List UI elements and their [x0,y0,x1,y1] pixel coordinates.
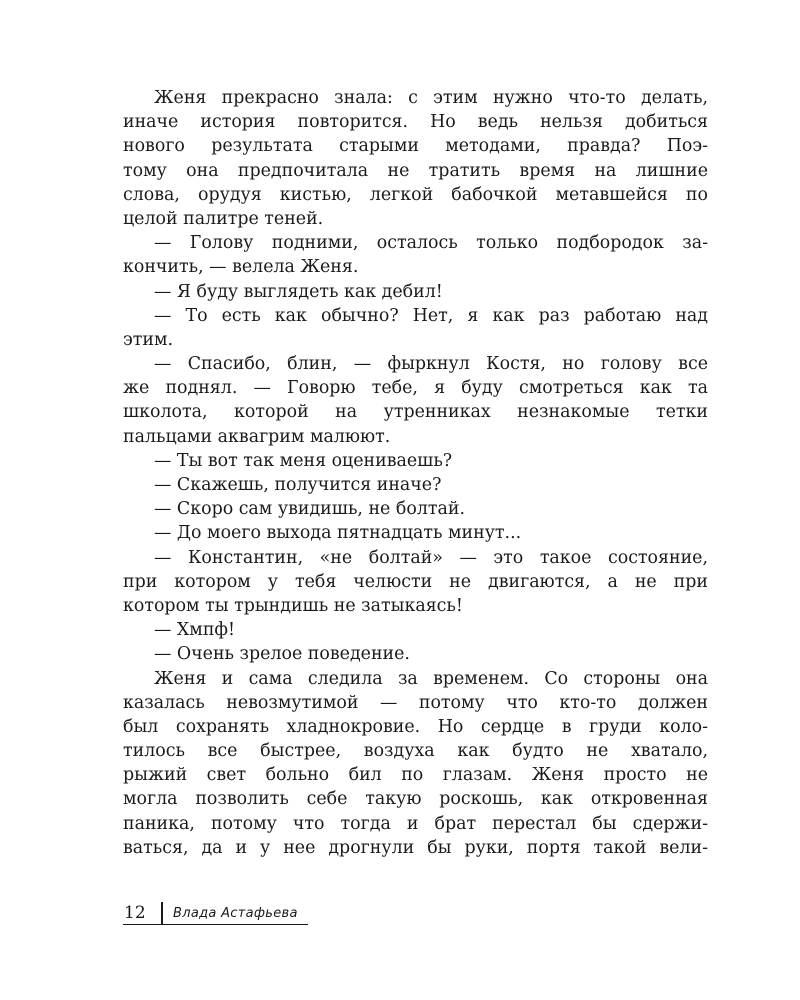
text-line: Женя и сама следила за временем. Со стороны она [154,668,708,689]
text-line: — До моего выхода пятнадцать минут... [154,523,522,544]
text-line: — Я буду выглядеть как дебил! [154,281,443,302]
text-line: кончить, — велела Женя. [123,257,359,278]
text-line: могла позволить себе такую роскошь, как откровенная [123,789,708,810]
text-line: при котором у тебя челюсти не двигаются, а не при [123,571,708,592]
text-line: был сохранять хладнокровие. Но сердце в груди коло- [123,716,708,737]
body-text [123,86,708,860]
footer-divider [161,902,163,925]
text-line: казалась невозмутимой — потому что кто-то должен [123,692,708,713]
text-line: школота, которой на утренниках незнакомые тетки [123,402,708,423]
page-footer [123,900,308,925]
text-line: котором ты трындишь не затыкаясь! [123,595,463,616]
text-line: тилось все быстрее, воздуха как будто не хватало, [123,741,708,762]
text-line: же поднял. — Говорю тебе, я буду смотреться как та [123,378,708,399]
page-number: 12 [124,903,146,923]
text-line: рыжий свет больно бил по глазам. Женя просто не [123,765,708,786]
text-line: слова, орудуя кистью, легкой бабочкой метавшейся по [123,184,708,205]
text-line: иначе история повторится. Но ведь нельзя добиться [123,112,708,133]
text-line: Женя прекрасно знала: с этим нужно что-то делать, [154,88,708,108]
text-line: — Хмпф! [154,620,236,641]
text-line: — Спасибо, блин, — фыркнул Костя, но голову все [154,354,708,375]
text-line: этим. [123,329,174,350]
text-line: — Скоро сам увидишь, не болтай. [154,499,465,520]
text-line: — Голову подними, осталось только подбородок за- [154,233,708,254]
text-line: — То есть как обычно? Нет, я как раз работаю над [154,305,708,326]
text-line: пальцами аквагрим малюют. [123,426,391,447]
text-line: — Скажешь, получится иначе? [154,475,442,495]
text-line: тому она предпочитала не тратить время на лишние [123,160,708,181]
text-line: паника, потому что тогда и брат перестал бы сдержи- [123,813,708,834]
text-line: — Константин, «не болтай» — это такое состояние, [154,547,708,568]
text-line: целой палитре теней. [123,208,324,229]
text-line: нового результата старыми методами, правда? Поэ- [123,136,708,157]
text-line: ваться, да и у нее дрогнули бы руки, портя такой вели- [123,837,708,858]
text-line: — Ты вот так меня оцениваешь? [154,450,453,471]
running-author: Влада Астафьева [173,906,298,921]
text-line: — Очень зрелое поведение. [154,644,410,665]
